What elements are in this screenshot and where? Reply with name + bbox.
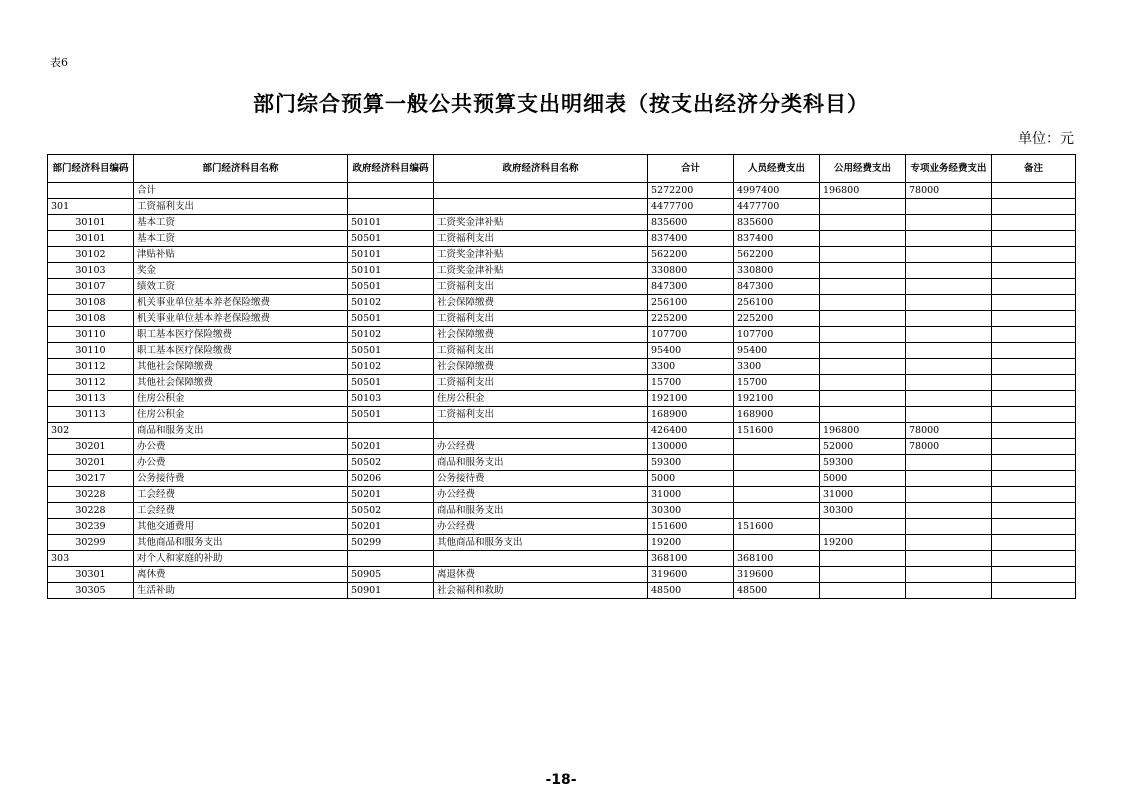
cell-dept-code: 30103: [48, 263, 134, 279]
cell-public: [820, 311, 906, 327]
cell-total: 19200: [648, 535, 734, 551]
cell-dept-name: 其他商品和服务支出: [134, 535, 348, 551]
cell-public: [820, 215, 906, 231]
cell-gov-code: 50901: [348, 583, 434, 599]
cell-total: 368100: [648, 551, 734, 567]
cell-personnel: [734, 535, 820, 551]
cell-personnel: 225200: [734, 311, 820, 327]
cell-total: 30300: [648, 503, 734, 519]
cell-dept-name: 基本工资: [134, 215, 348, 231]
cell-dept-name: 合计: [134, 183, 348, 199]
cell-note: [992, 519, 1076, 535]
cell-personnel: 847300: [734, 279, 820, 295]
cell-gov-code: 50501: [348, 279, 434, 295]
page-title: 部门综合预算一般公共预算支出明细表（按支出经济分类科目）: [253, 92, 869, 116]
cell-note: [992, 439, 1076, 455]
cell-personnel: [734, 455, 820, 471]
cell-gov-code: 50501: [348, 343, 434, 359]
table-row: [48, 471, 1076, 487]
cell-dept-code: 302: [48, 423, 134, 439]
cell-dept-name: 工会经费: [134, 487, 348, 503]
cell-public: [820, 567, 906, 583]
cell-gov-code: 50299: [348, 535, 434, 551]
cell-public: [820, 199, 906, 215]
cell-note: [992, 487, 1076, 503]
cell-public: 31000: [820, 487, 906, 503]
table-row: [48, 247, 1076, 263]
cell-gov-name: 离退休费: [434, 567, 648, 583]
cell-gov-name: 办公经费: [434, 439, 648, 455]
cell-note: [992, 535, 1076, 551]
cell-special: [906, 519, 992, 535]
cell-special: [906, 375, 992, 391]
cell-public: [820, 263, 906, 279]
cell-dept-code: 30108: [48, 295, 134, 311]
cell-total: 192100: [648, 391, 734, 407]
cell-dept-code: 30113: [48, 391, 134, 407]
table-row: [48, 535, 1076, 551]
cell-dept-name: 住房公积金: [134, 407, 348, 423]
cell-dept-code: 30113: [48, 407, 134, 423]
cell-gov-code: 50201: [348, 487, 434, 503]
cell-gov-name: 社会福利和救助: [434, 583, 648, 599]
cell-gov-name: [434, 551, 648, 567]
cell-gov-code: 50102: [348, 327, 434, 343]
cell-gov-code: 50102: [348, 359, 434, 375]
cell-special: [906, 487, 992, 503]
cell-dept-code: 30228: [48, 503, 134, 519]
cell-personnel: 837400: [734, 231, 820, 247]
cell-public: [820, 247, 906, 263]
table-row: [48, 231, 1076, 247]
cell-note: [992, 199, 1076, 215]
cell-gov-name: 社会保障缴费: [434, 327, 648, 343]
cell-gov-code: 50502: [348, 455, 434, 471]
cell-dept-name: 工会经费: [134, 503, 348, 519]
cell-dept-code: 30217: [48, 471, 134, 487]
cell-public: [820, 279, 906, 295]
table-row: [48, 455, 1076, 471]
cell-dept-code: 30110: [48, 343, 134, 359]
cell-dept-code: 30301: [48, 567, 134, 583]
cell-note: [992, 471, 1076, 487]
cell-public: 30300: [820, 503, 906, 519]
table-row: [48, 359, 1076, 375]
cell-personnel: 4997400: [734, 183, 820, 199]
cell-total: 426400: [648, 423, 734, 439]
cell-gov-code: 50101: [348, 215, 434, 231]
cell-gov-name: 商品和服务支出: [434, 455, 648, 471]
cell-public: 52000: [820, 439, 906, 455]
cell-personnel: 192100: [734, 391, 820, 407]
cell-total: 31000: [648, 487, 734, 503]
cell-gov-code: 50501: [348, 311, 434, 327]
cell-special: [906, 231, 992, 247]
cell-total: 835600: [648, 215, 734, 231]
table-row: [48, 551, 1076, 567]
header-public: 公用经费支出: [820, 155, 906, 183]
cell-note: [992, 311, 1076, 327]
cell-note: [992, 455, 1076, 471]
cell-total: 5000: [648, 471, 734, 487]
table-row: [48, 311, 1076, 327]
cell-total: 151600: [648, 519, 734, 535]
cell-gov-name: 工资福利支出: [434, 279, 648, 295]
cell-gov-name: 工资福利支出: [434, 343, 648, 359]
cell-total: 48500: [648, 583, 734, 599]
cell-note: [992, 551, 1076, 567]
table-row: [48, 375, 1076, 391]
cell-special: [906, 407, 992, 423]
table-row: [48, 567, 1076, 583]
cell-note: [992, 183, 1076, 199]
cell-total: 256100: [648, 295, 734, 311]
cell-dept-code: 30112: [48, 359, 134, 375]
cell-note: [992, 375, 1076, 391]
cell-gov-name: 工资福利支出: [434, 407, 648, 423]
cell-dept-name: 机关事业单位基本养老保险缴费: [134, 295, 348, 311]
cell-dept-code: 30305: [48, 583, 134, 599]
cell-dept-code: 30112: [48, 375, 134, 391]
cell-gov-name: 商品和服务支出: [434, 503, 648, 519]
cell-dept-name: 公务接待费: [134, 471, 348, 487]
table-row: [48, 183, 1076, 199]
cell-special: [906, 471, 992, 487]
cell-gov-code: 50102: [348, 295, 434, 311]
cell-gov-code: 50501: [348, 231, 434, 247]
cell-gov-code: 50206: [348, 471, 434, 487]
cell-dept-code: 301: [48, 199, 134, 215]
cell-personnel: [734, 503, 820, 519]
cell-dept-name: 住房公积金: [134, 391, 348, 407]
cell-gov-name: 工资奖金津补贴: [434, 215, 648, 231]
cell-public: [820, 231, 906, 247]
cell-note: [992, 407, 1076, 423]
cell-dept-code: 30201: [48, 439, 134, 455]
cell-gov-code: 50905: [348, 567, 434, 583]
table-number: 表6: [50, 56, 68, 69]
cell-note: [992, 279, 1076, 295]
cell-total: 15700: [648, 375, 734, 391]
cell-personnel: 151600: [734, 519, 820, 535]
cell-personnel: 151600: [734, 423, 820, 439]
cell-dept-name: 办公费: [134, 439, 348, 455]
cell-public: [820, 391, 906, 407]
cell-note: [992, 423, 1076, 439]
cell-public: 196800: [820, 183, 906, 199]
cell-dept-code: 30102: [48, 247, 134, 263]
cell-public: [820, 551, 906, 567]
cell-special: [906, 263, 992, 279]
header-dept-code: 部门经济科目编码: [48, 155, 134, 183]
cell-total: 847300: [648, 279, 734, 295]
cell-total: 330800: [648, 263, 734, 279]
cell-special: 78000: [906, 423, 992, 439]
cell-personnel: [734, 487, 820, 503]
cell-dept-name: 办公费: [134, 455, 348, 471]
expenditure-table: [47, 154, 1076, 599]
cell-dept-name: 职工基本医疗保险缴费: [134, 343, 348, 359]
cell-special: 78000: [906, 439, 992, 455]
cell-gov-code: 50501: [348, 375, 434, 391]
cell-total: 130000: [648, 439, 734, 455]
cell-dept-name: 机关事业单位基本养老保险缴费: [134, 311, 348, 327]
cell-dept-code: 30107: [48, 279, 134, 295]
cell-public: [820, 295, 906, 311]
cell-special: [906, 247, 992, 263]
cell-total: 3300: [648, 359, 734, 375]
page-number: -18-: [545, 772, 577, 788]
cell-special: [906, 311, 992, 327]
header-gov-name: 政府经济科目名称: [434, 155, 648, 183]
cell-gov-name: 工资福利支出: [434, 375, 648, 391]
cell-gov-code: 50502: [348, 503, 434, 519]
header-gov-code: 政府经济科目编码: [348, 155, 434, 183]
cell-note: [992, 247, 1076, 263]
cell-total: 95400: [648, 343, 734, 359]
cell-dept-name: 对个人和家庭的补助: [134, 551, 348, 567]
cell-note: [992, 567, 1076, 583]
table-row: [48, 343, 1076, 359]
cell-special: [906, 535, 992, 551]
cell-personnel: 835600: [734, 215, 820, 231]
cell-dept-name: 奖金: [134, 263, 348, 279]
cell-public: 19200: [820, 535, 906, 551]
cell-dept-name: 商品和服务支出: [134, 423, 348, 439]
table-row: [48, 263, 1076, 279]
cell-total: 225200: [648, 311, 734, 327]
table-body: [48, 183, 1076, 599]
cell-public: [820, 359, 906, 375]
header-personnel: 人员经费支出: [734, 155, 820, 183]
cell-gov-code: 50201: [348, 439, 434, 455]
cell-personnel: 256100: [734, 295, 820, 311]
cell-total: 837400: [648, 231, 734, 247]
cell-note: [992, 263, 1076, 279]
cell-dept-name: 基本工资: [134, 231, 348, 247]
cell-dept-code: 30110: [48, 327, 134, 343]
table-row: [48, 407, 1076, 423]
cell-public: [820, 583, 906, 599]
cell-personnel: [734, 439, 820, 455]
cell-special: [906, 391, 992, 407]
cell-public: [820, 327, 906, 343]
cell-dept-name: 职工基本医疗保险缴费: [134, 327, 348, 343]
table-row: [48, 423, 1076, 439]
cell-special: [906, 583, 992, 599]
cell-dept-code: 30228: [48, 487, 134, 503]
cell-gov-name: 工资福利支出: [434, 311, 648, 327]
cell-gov-code: 50101: [348, 263, 434, 279]
cell-dept-name: 离休费: [134, 567, 348, 583]
cell-dept-name: 工资福利支出: [134, 199, 348, 215]
cell-personnel: [734, 471, 820, 487]
table-row: [48, 487, 1076, 503]
table-row: [48, 391, 1076, 407]
header-dept-name: 部门经济科目名称: [134, 155, 348, 183]
cell-total: 562200: [648, 247, 734, 263]
cell-note: [992, 583, 1076, 599]
cell-gov-name: [434, 423, 648, 439]
table-row: [48, 199, 1076, 215]
header-row: [48, 155, 1076, 183]
table-row: [48, 503, 1076, 519]
cell-note: [992, 327, 1076, 343]
cell-special: [906, 503, 992, 519]
header-special: 专项业务经费支出: [906, 155, 992, 183]
cell-gov-name: 工资福利支出: [434, 231, 648, 247]
cell-dept-name: 津贴补贴: [134, 247, 348, 263]
cell-gov-name: 社会保障缴费: [434, 295, 648, 311]
cell-dept-code: 303: [48, 551, 134, 567]
cell-gov-name: 社会保障缴费: [434, 359, 648, 375]
cell-gov-code: 50101: [348, 247, 434, 263]
cell-dept-code: 30101: [48, 231, 134, 247]
cell-special: [906, 551, 992, 567]
cell-special: [906, 455, 992, 471]
cell-dept-name: 其他交通费用: [134, 519, 348, 535]
table-row: [48, 583, 1076, 599]
cell-gov-code: [348, 423, 434, 439]
cell-special: [906, 279, 992, 295]
cell-note: [992, 231, 1076, 247]
cell-total: 59300: [648, 455, 734, 471]
table-row: [48, 327, 1076, 343]
cell-gov-code: 50501: [348, 407, 434, 423]
cell-gov-name: 办公经费: [434, 519, 648, 535]
cell-public: 5000: [820, 471, 906, 487]
cell-total: 168900: [648, 407, 734, 423]
cell-dept-code: 30299: [48, 535, 134, 551]
cell-special: [906, 359, 992, 375]
cell-personnel: 330800: [734, 263, 820, 279]
unit-label: 单位：元: [1018, 131, 1074, 147]
cell-total: 107700: [648, 327, 734, 343]
header-total: 合计: [648, 155, 734, 183]
cell-gov-code: [348, 183, 434, 199]
cell-special: [906, 567, 992, 583]
cell-dept-code: 30108: [48, 311, 134, 327]
cell-gov-code: 50201: [348, 519, 434, 535]
cell-gov-code: [348, 199, 434, 215]
cell-gov-name: [434, 183, 648, 199]
cell-special: [906, 327, 992, 343]
cell-dept-name: 绩效工资: [134, 279, 348, 295]
cell-note: [992, 343, 1076, 359]
cell-special: [906, 295, 992, 311]
cell-public: 196800: [820, 423, 906, 439]
table-row: [48, 439, 1076, 455]
cell-public: [820, 519, 906, 535]
header-note: 备注: [992, 155, 1076, 183]
cell-gov-name: 住房公积金: [434, 391, 648, 407]
table-row: [48, 295, 1076, 311]
table-row: [48, 519, 1076, 535]
cell-dept-name: 其他社会保障缴费: [134, 359, 348, 375]
cell-total: 4477700: [648, 199, 734, 215]
cell-dept-name: 其他社会保障缴费: [134, 375, 348, 391]
cell-public: 59300: [820, 455, 906, 471]
cell-gov-name: [434, 199, 648, 215]
cell-personnel: 319600: [734, 567, 820, 583]
table-row: [48, 215, 1076, 231]
cell-note: [992, 359, 1076, 375]
cell-public: [820, 375, 906, 391]
cell-gov-name: 工资奖金津补贴: [434, 247, 648, 263]
cell-special: [906, 199, 992, 215]
cell-note: [992, 215, 1076, 231]
cell-gov-name: 公务接待费: [434, 471, 648, 487]
cell-gov-code: [348, 551, 434, 567]
cell-public: [820, 407, 906, 423]
cell-dept-code: [48, 183, 134, 199]
cell-personnel: 15700: [734, 375, 820, 391]
table-row: [48, 279, 1076, 295]
cell-public: [820, 343, 906, 359]
cell-gov-name: 其他商品和服务支出: [434, 535, 648, 551]
cell-dept-code: 30201: [48, 455, 134, 471]
cell-personnel: 107700: [734, 327, 820, 343]
cell-personnel: 368100: [734, 551, 820, 567]
cell-dept-name: 生活补助: [134, 583, 348, 599]
cell-gov-name: 工资奖金津补贴: [434, 263, 648, 279]
cell-special: 78000: [906, 183, 992, 199]
cell-personnel: 562200: [734, 247, 820, 263]
cell-personnel: 3300: [734, 359, 820, 375]
cell-note: [992, 391, 1076, 407]
cell-total: 5272200: [648, 183, 734, 199]
cell-special: [906, 343, 992, 359]
cell-gov-code: 50103: [348, 391, 434, 407]
cell-dept-code: 30101: [48, 215, 134, 231]
cell-total: 319600: [648, 567, 734, 583]
cell-personnel: 168900: [734, 407, 820, 423]
cell-gov-name: 办公经费: [434, 487, 648, 503]
cell-special: [906, 215, 992, 231]
cell-dept-code: 30239: [48, 519, 134, 535]
cell-personnel: 4477700: [734, 199, 820, 215]
cell-note: [992, 295, 1076, 311]
cell-personnel: 95400: [734, 343, 820, 359]
cell-personnel: 48500: [734, 583, 820, 599]
cell-note: [992, 503, 1076, 519]
